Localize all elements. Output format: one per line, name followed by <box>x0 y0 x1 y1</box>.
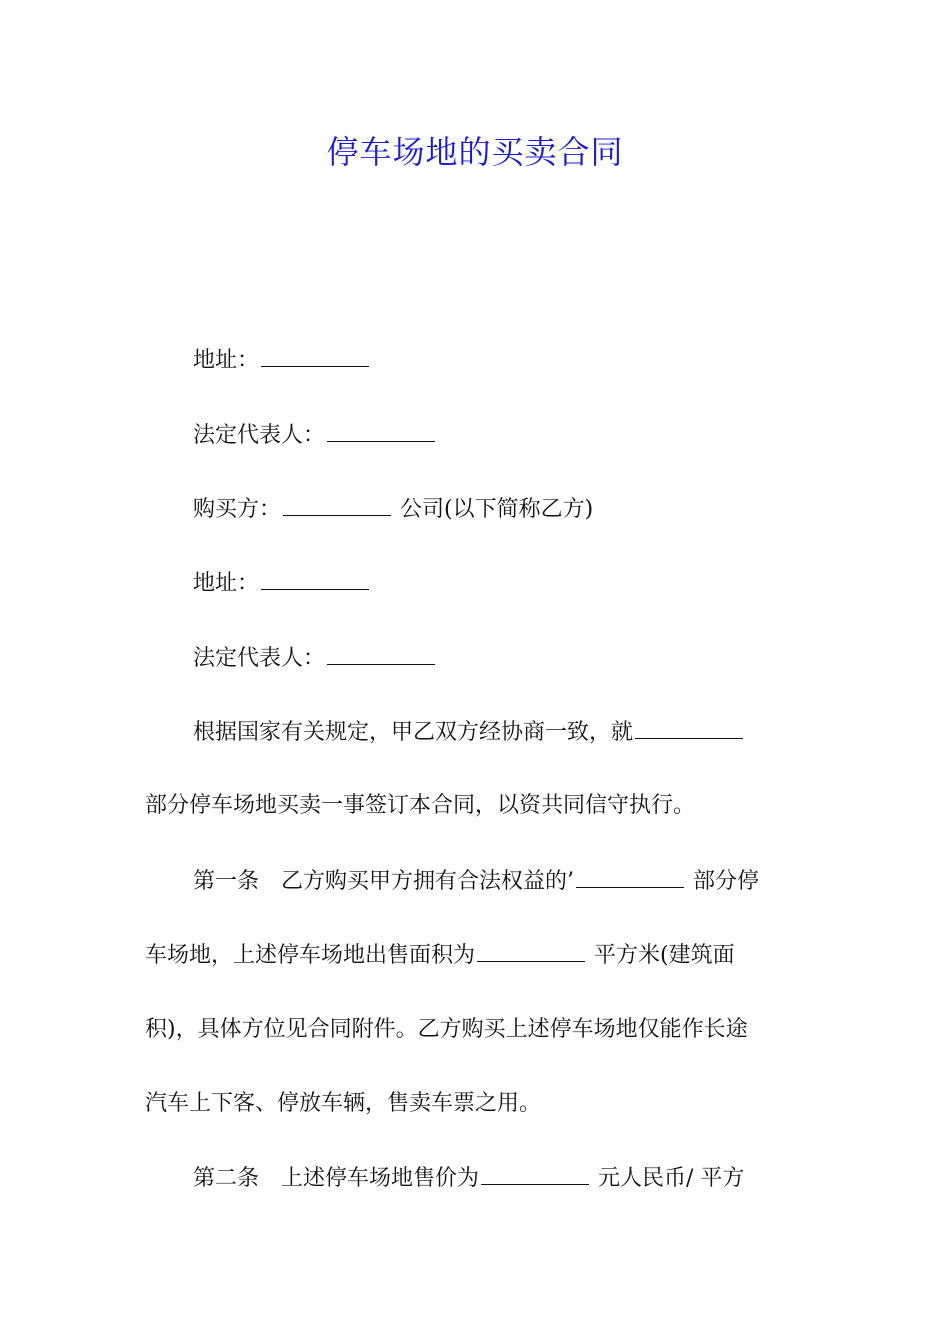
price-blank <box>481 1162 589 1185</box>
document-title: 停车场地的买卖合同 <box>326 133 624 171</box>
area-blank <box>477 939 585 962</box>
address-blank <box>261 344 369 367</box>
buyer-line <box>193 493 593 526</box>
legal-rep-blank <box>327 419 435 442</box>
buyer-label: 购买方： <box>193 497 282 522</box>
address-line-2 <box>193 567 371 600</box>
preamble-line-2: 部分停车场地买卖一事签订本合同，以资共同信守执行。 <box>145 793 696 818</box>
buyer-blank <box>283 493 391 516</box>
address-label: 地址： <box>193 571 260 596</box>
article-1-line-3: 积)，具体方位见合同附件。乙方购买上述停车场地仅能作长途 <box>145 1017 748 1042</box>
preamble-text: 根据国家有关规定，甲乙双方经协商一致，就 <box>193 720 634 745</box>
legal-rep-line-1 <box>193 419 437 452</box>
buyer-suffix: 公司(以下简称乙方) <box>393 497 594 522</box>
article-2-text: 上述停车场地售价为 <box>281 1166 480 1191</box>
article-2-heading: 第二条 <box>193 1166 260 1191</box>
area-text: 车场地，上述停车场地出售面积为 <box>145 943 476 968</box>
area-suffix: 平方米(建筑面 <box>587 943 735 968</box>
article-2-line-1 <box>193 1162 744 1195</box>
article-2-suffix: 元人民币/ 平方 <box>591 1166 745 1191</box>
legal-rep-blank <box>327 642 435 665</box>
article-1-line-2 <box>145 939 735 972</box>
article-1-line-1 <box>193 865 759 898</box>
article-1-suffix: 部分停 <box>686 869 760 894</box>
legal-rep-label: 法定代表人： <box>193 646 326 671</box>
legal-rep-line-2 <box>193 642 437 675</box>
address-blank <box>261 567 369 590</box>
article-1-blank <box>576 865 684 888</box>
preamble-line-1 <box>193 716 745 749</box>
address-label: 地址： <box>193 348 260 373</box>
article-1-text: 乙方购买甲方拥有合法权益的’ <box>281 869 575 894</box>
article-1-heading: 第一条 <box>193 869 260 894</box>
project-blank <box>635 716 743 739</box>
legal-rep-label: 法定代表人： <box>193 423 326 448</box>
address-line-1 <box>193 344 371 377</box>
article-1-line-4: 汽车上下客、停放车辆，售卖车票之用。 <box>145 1091 542 1116</box>
